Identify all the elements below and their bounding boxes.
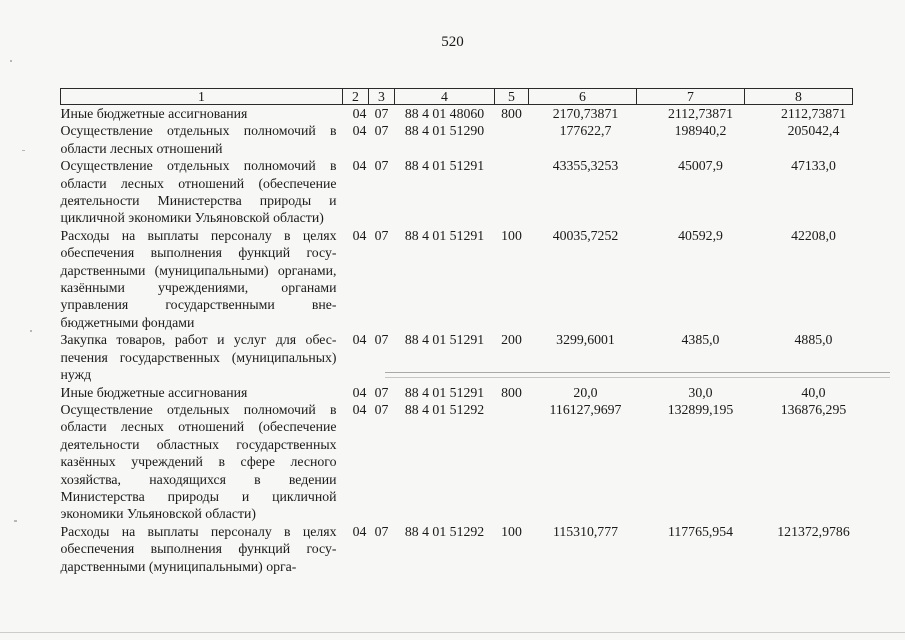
row-subsection: 07 bbox=[374, 384, 389, 400]
row-subsection: 07 bbox=[374, 523, 389, 539]
row-expense-type bbox=[495, 157, 529, 227]
row-article: 88 4 01 51291 bbox=[404, 227, 485, 243]
row-section: 04 bbox=[352, 158, 367, 174]
row-section: 04 bbox=[352, 401, 367, 417]
row-value-7: 117765,954 bbox=[667, 523, 734, 539]
scan-artifact-dot bbox=[14, 520, 17, 522]
row-section: 04 bbox=[352, 123, 367, 139]
row-name: Осуществление отдельных полномочий в области лесных отношений (обеспечение деятельности Министерства природы и цикличной экономики Ульяновской области) bbox=[60, 158, 337, 226]
row-value-7: 30,0 bbox=[688, 384, 713, 400]
row-expense-type bbox=[495, 122, 529, 157]
table-row bbox=[61, 331, 853, 383]
column-header-3: 3 bbox=[369, 89, 395, 105]
row-expense-type: 100 bbox=[501, 523, 522, 539]
row-value-6: 116127,9697 bbox=[549, 401, 622, 417]
row-name: Закупка товаров, работ и услуг для обеспечения государственных (муниципальных) нужд bbox=[60, 332, 337, 383]
row-value-8: 121372,9786 bbox=[777, 523, 850, 539]
table-header-row bbox=[61, 89, 853, 105]
table-row bbox=[61, 523, 853, 575]
row-article: 88 4 01 51291 bbox=[404, 332, 485, 348]
row-section: 04 bbox=[352, 106, 367, 121]
scan-artifact-dot bbox=[30, 330, 32, 332]
row-subsection: 07 bbox=[374, 158, 389, 174]
budget-table-container bbox=[60, 88, 852, 575]
row-section: 04 bbox=[352, 227, 367, 243]
row-expense-type: 800 bbox=[501, 106, 522, 121]
row-name: Осуществление отдельных полномочий в области лесных отношений (обеспечение деятельности областных государственных казённых учреждений в сфере лесного хозяйства, находящихся в ведении Министерства природы и цикличной экономики Ульяновской области) bbox=[60, 401, 337, 522]
scan-artifact-dot bbox=[22, 150, 25, 151]
row-value-7: 4385,0 bbox=[681, 332, 720, 348]
row-expense-type: 800 bbox=[501, 384, 522, 400]
row-name: Осуществление отдельных полномочий в области лесных отношений bbox=[60, 123, 337, 156]
row-value-8: 2112,73871 bbox=[780, 106, 847, 121]
row-section: 04 bbox=[352, 523, 367, 539]
row-value-7: 40592,9 bbox=[678, 227, 723, 243]
scan-artifact-line bbox=[385, 372, 890, 373]
table-row bbox=[61, 401, 853, 523]
row-subsection: 07 bbox=[374, 123, 389, 139]
row-article: 88 4 01 48060 bbox=[404, 106, 485, 121]
table-row bbox=[61, 384, 853, 401]
table-row bbox=[61, 157, 853, 227]
row-value-6: 2170,73871 bbox=[552, 106, 619, 121]
scan-artifact-line bbox=[385, 377, 890, 378]
row-subsection: 07 bbox=[374, 106, 389, 121]
column-header-7: 7 bbox=[637, 89, 745, 105]
column-header-8: 8 bbox=[745, 89, 853, 105]
row-expense-type: 100 bbox=[501, 227, 522, 243]
row-value-8: 40,0 bbox=[801, 384, 826, 400]
row-value-6: 43355,3253 bbox=[552, 158, 619, 174]
row-value-8: 136876,295 bbox=[780, 401, 847, 417]
column-header-5: 5 bbox=[495, 89, 529, 105]
row-section: 04 bbox=[352, 384, 367, 400]
row-article: 88 4 01 51290 bbox=[404, 123, 485, 139]
row-expense-type: 200 bbox=[501, 332, 522, 348]
row-value-8: 205042,4 bbox=[787, 123, 840, 139]
column-header-6: 6 bbox=[529, 89, 637, 105]
row-article: 88 4 01 51292 bbox=[404, 523, 485, 539]
row-value-7: 132899,195 bbox=[667, 401, 734, 417]
row-value-6: 115310,777 bbox=[552, 523, 619, 539]
row-name: Иные бюджетные ассигнования bbox=[60, 384, 248, 400]
row-value-8: 47133,0 bbox=[791, 158, 836, 174]
row-subsection: 07 bbox=[374, 401, 389, 417]
row-article: 88 4 01 51291 bbox=[404, 158, 485, 174]
column-header-2: 2 bbox=[343, 89, 369, 105]
row-article: 88 4 01 51292 bbox=[404, 401, 485, 417]
row-article: 88 4 01 51291 bbox=[404, 384, 485, 400]
row-name: Расходы на выплаты персоналу в целях обеспечения выполнения функций государственными (муниципальными) органами, казёнными учреждениями, органами управления государственными внебюджетными фондами bbox=[60, 227, 337, 330]
page-number: 520 bbox=[441, 34, 464, 50]
row-value-8: 42208,0 bbox=[791, 227, 836, 243]
row-value-6: 20,0 bbox=[573, 384, 598, 400]
row-value-7: 2112,73871 bbox=[667, 106, 734, 121]
row-value-8: 4885,0 bbox=[794, 332, 833, 348]
budget-table bbox=[60, 88, 853, 575]
table-row bbox=[61, 105, 853, 123]
row-value-7: 45007,9 bbox=[678, 158, 723, 174]
row-name: Иные бюджетные ассигнования bbox=[60, 106, 248, 121]
row-value-7: 198940,2 bbox=[674, 123, 727, 139]
row-subsection: 07 bbox=[374, 227, 389, 243]
scan-artifact-dot bbox=[10, 60, 12, 62]
column-header-4: 4 bbox=[395, 89, 495, 105]
row-value-6: 177622,7 bbox=[559, 123, 612, 139]
column-header-1: 1 bbox=[61, 89, 343, 105]
row-section: 04 bbox=[352, 332, 367, 348]
row-expense-type bbox=[495, 401, 529, 523]
table-row bbox=[61, 227, 853, 331]
row-value-6: 40035,7252 bbox=[552, 227, 619, 243]
scan-artifact-line bbox=[0, 632, 905, 633]
row-subsection: 07 bbox=[374, 332, 389, 348]
row-name: Расходы на выплаты персоналу в целях обеспечения выполнения функций государственными (муниципальными) орга- bbox=[60, 523, 337, 574]
table-row bbox=[61, 122, 853, 157]
row-value-6: 3299,6001 bbox=[556, 332, 615, 348]
